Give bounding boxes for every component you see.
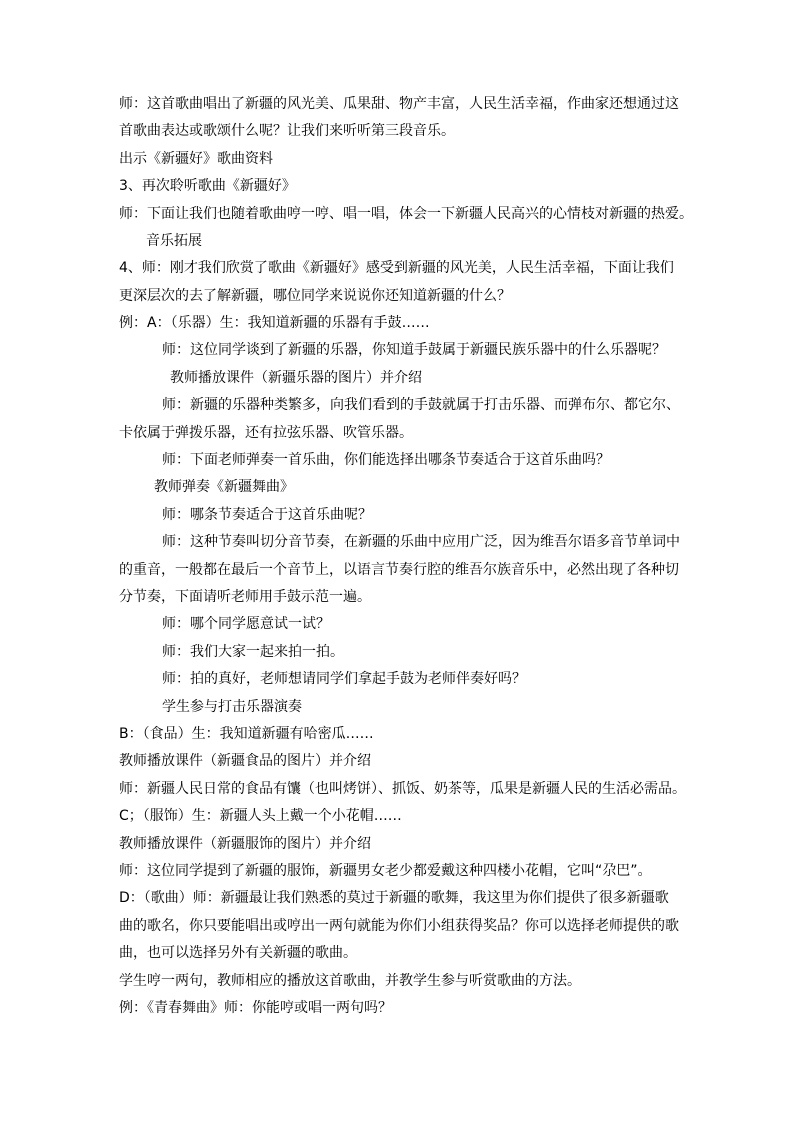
text-line: 师：下面让我们也随着歌曲哼一哼、唱一唱，体会一下新疆人民高兴的心情枝对新疆的热爱。 xyxy=(119,206,693,222)
text-line: 曲的歌名，你只要能唱出或哼出一两句就能为你们小组获得奖品？你可以选择老师提供的歌 xyxy=(119,918,679,934)
section-heading: 4、师：刚才我们欣赏了歌曲《新疆好》感受到新疆的风光美，人民生活幸福，下面让我们 xyxy=(119,260,674,276)
text-line: 例：A：（乐器）生：我知道新疆的乐器有手鼓…… xyxy=(119,315,430,331)
text-line: 教师播放课件（新疆服饰的图片）并介绍 xyxy=(119,836,371,852)
text-line: C；（服饰）生：新疆人头上戴一个小花帽…… xyxy=(119,808,402,824)
text-line: 师：新疆人民日常的食品有馕（也叫烤饼）、抓饭、奶茶等，瓜果是新疆人民的生活必需品。 xyxy=(119,781,686,797)
text-line: 首歌曲表达或歌颂什么呢？让我们来听听第三段音乐。 xyxy=(119,123,455,139)
text-line: D：（歌曲）师：新疆最让我们熟悉的莫过于新疆的歌舞，我这里为你们提供了很多新疆歌 xyxy=(119,890,669,906)
text-line: 更深层次的去了解新疆，哪位同学来说说你还知道新疆的什么？ xyxy=(119,288,511,304)
text-line: 教师弹奏《新疆舞曲》 xyxy=(154,479,294,495)
text-line: 教师播放课件（新疆乐器的图片）并介绍 xyxy=(170,370,422,386)
text-line: 师：这位同学谈到了新疆的乐器，你知道手鼓属于新疆民族乐器中的什么乐器呢？ xyxy=(162,342,666,358)
text-line: 师：哪个同学愿意试一试？ xyxy=(162,616,330,632)
section-heading: 3、再次聆听歌曲《新疆好》 xyxy=(119,178,296,194)
text-line: 学生哼一两句，教师相应的播放这首歌曲，并教学生参与听赏歌曲的方法。 xyxy=(119,973,581,989)
text-line: 师：新疆的乐器种类繁多，向我们看到的手鼓就属于打击乐器、而弹布尔、都它尔、 xyxy=(162,397,680,413)
text-line: 卡依属于弹拨乐器，还有拉弦乐器、吹管乐器。 xyxy=(119,425,413,441)
text-line: 师：这位同学提到了新疆的服饰，新疆男女老少都爱戴这种四楼小花帽，它叫“尕巴”。 xyxy=(119,863,652,879)
text-line: 师：拍的真好，老师想请同学们拿起手鼓为老师伴奏好吗？ xyxy=(162,671,526,687)
text-line: 的重音，一般都在最后一个音节上，以语言节奏行腔的维吾尔族音乐中，必然出现了各种切 xyxy=(119,562,679,578)
text-line: 师：我们大家一起来拍一拍。 xyxy=(162,644,344,660)
text-line: 曲，也可以选择另外有关新疆的歌曲。 xyxy=(119,945,357,961)
text-line: 师：哪条节奏适合于这首乐曲呢？ xyxy=(162,507,372,523)
section-heading: 音乐拓展 xyxy=(146,233,202,249)
text-line: 师：这种节奏叫切分音节奏，在新疆的乐曲中应用广泛，因为维吾尔语多音节单词中 xyxy=(162,534,680,550)
text-line: 师：下面老师弹奏一首乐曲，你们能选择出哪条节奏适合于这首乐曲吗？ xyxy=(162,452,610,468)
text-line: 出示《新疆好》歌曲资料 xyxy=(119,151,273,167)
text-line: 师：这首歌曲唱出了新疆的风光美、瓜果甜、物产丰富，人民生活幸福，作曲家还想通过这 xyxy=(119,96,679,112)
text-line: 分节奏，下面请听老师用手鼓示范一遍。 xyxy=(119,589,371,605)
text-line: 教师播放课件（新疆食品的图片）并介绍 xyxy=(119,753,371,769)
text-line: 例：《青春舞曲》师：你能哼或唱一两句吗？ xyxy=(119,1000,392,1016)
text-line: B：（食品）生：我知道新疆有哈密瓜…… xyxy=(119,726,374,742)
text-line: 学生参与打击乐器演奏 xyxy=(162,699,302,715)
